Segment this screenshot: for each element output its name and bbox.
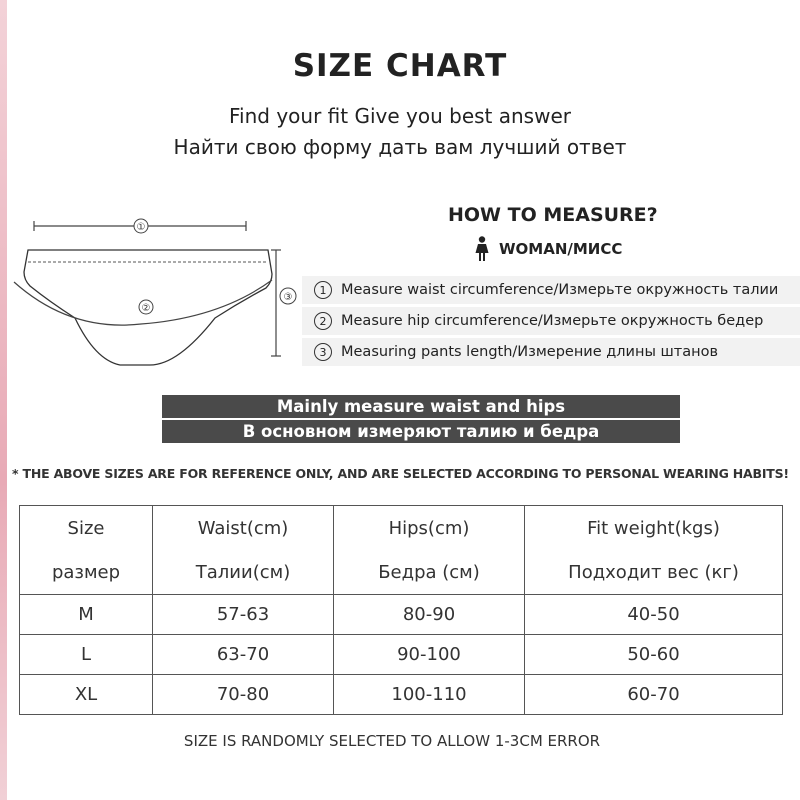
cell-size: L	[20, 635, 153, 675]
reference-note: * THE ABOVE SIZES ARE FOR REFERENCE ONLY, AND ARE SELECTED ACCORDING TO PERSONAL WEARING HABITS!	[12, 466, 789, 481]
page-title: SIZE CHART	[292, 48, 508, 84]
size-table	[19, 505, 783, 715]
marker-3: ③	[283, 292, 293, 303]
measure-banner-russian: В основном измеряют талию и бедра	[162, 420, 680, 443]
cell-weight: 50-60	[525, 635, 783, 675]
cell-size: M	[20, 595, 153, 635]
table-row	[20, 675, 783, 715]
step-text: Measure waist circumference/Измерьте окружность талии	[341, 282, 779, 298]
table-row	[20, 635, 783, 675]
measure-banner-english: Mainly measure waist and hips	[162, 395, 680, 418]
cell-waist: 57-63	[153, 595, 334, 635]
measure-steps-list	[302, 276, 800, 369]
header-weight-ru: Подходит вес (кг)	[525, 550, 783, 595]
step-text: Measure hip circumference/Измерьте окружность бедер	[341, 313, 764, 329]
woman-figure-icon	[475, 236, 489, 262]
header-hips-ru: Бедра (см)	[334, 550, 525, 595]
cell-weight: 60-70	[525, 675, 783, 715]
step-text: Measuring pants length/Измерение длины штанов	[341, 344, 719, 360]
header-weight: Fit weight(kgs)	[525, 506, 783, 551]
cell-hips: 80-90	[334, 595, 525, 635]
cell-size: XL	[20, 675, 153, 715]
header-hips: Hips(cm)	[334, 506, 525, 551]
cell-weight: 40-50	[525, 595, 783, 635]
table-header-row-russian	[20, 550, 783, 595]
how-to-measure-heading: HOW TO MEASURE?	[448, 204, 658, 226]
header-size-ru: размер	[20, 550, 153, 595]
woman-label-row	[475, 236, 622, 262]
table-header-row-english	[20, 506, 783, 551]
step-number: 3	[314, 343, 332, 361]
marker-1: ①	[136, 222, 146, 233]
panties-measurement-diagram	[10, 210, 300, 375]
cell-waist: 63-70	[153, 635, 334, 675]
measure-step-hip	[302, 307, 800, 335]
cell-hips: 90-100	[334, 635, 525, 675]
measure-step-waist	[302, 276, 800, 304]
error-note-footer: SIZE IS RANDOMLY SELECTED TO ALLOW 1-3CM ERROR	[183, 732, 601, 750]
step-number: 1	[314, 281, 332, 299]
measure-step-length	[302, 338, 800, 366]
cell-waist: 70-80	[153, 675, 334, 715]
header-waist-ru: Талии(см)	[153, 550, 334, 595]
gender-label: WOMAN/МИСС	[499, 240, 623, 258]
subtitle-russian: Найти свою форму дать вам лучший ответ	[173, 135, 627, 159]
marker-2: ②	[141, 303, 151, 314]
header-waist: Waist(cm)	[153, 506, 334, 551]
header-size: Size	[20, 506, 153, 551]
step-number: 2	[314, 312, 332, 330]
subtitle-english: Find your fit Give you best answer	[229, 104, 571, 128]
cell-hips: 100-110	[334, 675, 525, 715]
table-row	[20, 595, 783, 635]
